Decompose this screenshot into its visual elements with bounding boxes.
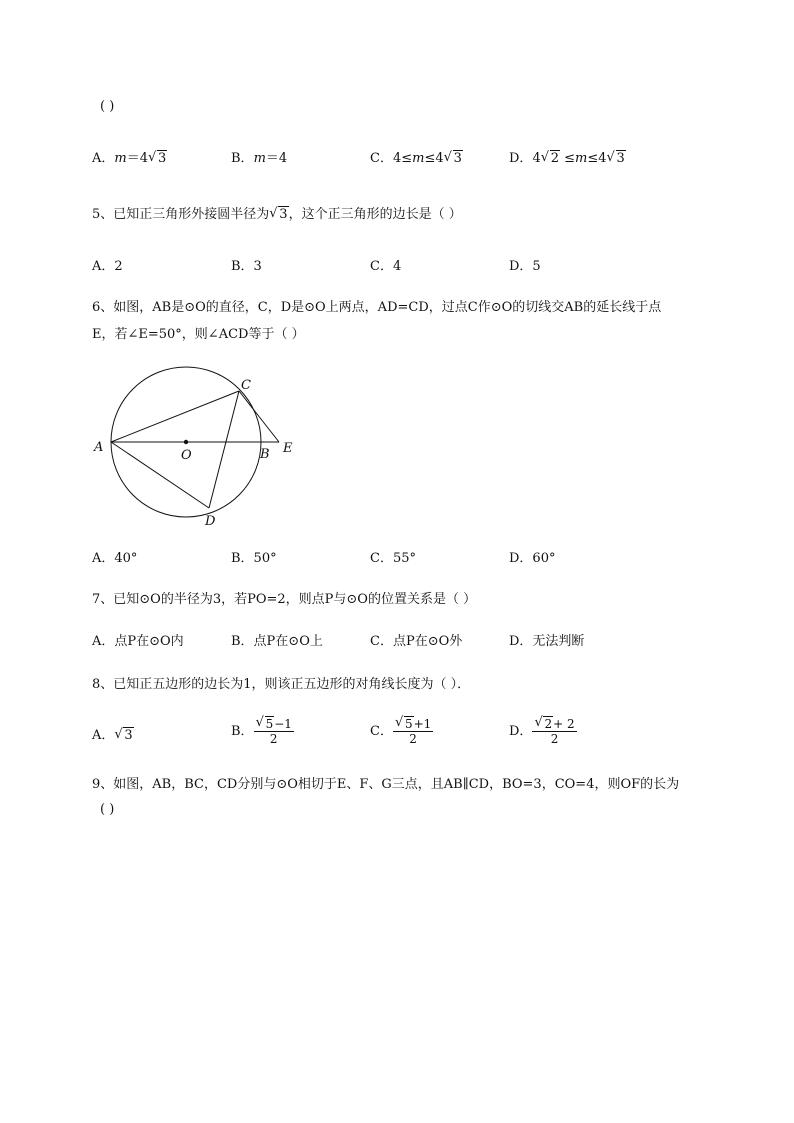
question-6-line-2: E，若∠E=50°，则∠ACD等于（ ） <box>92 327 305 342</box>
question-9-line-1: 9、如图，AB，BC，CD分别与⊙O相切于E、F、G三点，且AB∥CD，BO=3，CO=4，则OF的长为 <box>92 777 680 792</box>
line-cd <box>209 391 239 508</box>
line-ce <box>239 391 279 442</box>
q7-option-b: B．点P在⊙O上 <box>231 634 323 649</box>
q4-option-b: B．m＝4 <box>231 151 288 166</box>
q8-option-b: B． √ $\frac{5-1}{2}$ <box>231 717 294 746</box>
q5-option-b: B．3 <box>231 259 262 274</box>
circle-figure <box>88 362 318 532</box>
q7-option-a: A．点P在⊙O内 <box>92 634 184 649</box>
q8-option-a: A．√ 3 <box>92 727 134 745</box>
q6-option-b: B．50° <box>231 551 277 566</box>
q7-option-c: C．点P在⊙O外 <box>370 634 463 649</box>
question-4-paren: ( ) <box>100 99 115 114</box>
q5-option-a: A．2 <box>92 259 123 274</box>
q6-option-a: A．40° <box>92 551 138 566</box>
q4-option-d: D．4√ 2 ≤m≤4√ 3 <box>509 150 626 168</box>
label-a: A <box>94 440 104 455</box>
q8-option-d: D． √ $\frac{2+ 2}{2}$ <box>509 717 577 746</box>
q5-option-d: D．5 <box>509 259 541 274</box>
line-ac <box>111 391 239 442</box>
label-o: O <box>181 448 192 463</box>
question-7-text: 7、已知⊙O的半径为3，若PO=2，则点P与⊙O的位置关系是（ ） <box>92 592 477 607</box>
q6-option-d: D．60° <box>509 551 556 566</box>
q4-option-a: A．m＝4√ 3 <box>92 150 167 168</box>
question-6-line-1: 6、如图，AB是⊙O的直径，C，D是⊙O上两点，AD=CD，过点C作⊙O的切线交AB的延长线于点 <box>92 300 662 315</box>
label-b: B <box>260 447 270 462</box>
q4-option-c: C．4≤m≤4√ 3 <box>370 150 463 168</box>
question-9-line-2: ( ) <box>100 802 115 817</box>
q8-option-c: C． √ $\frac{5+1}{2}$ <box>370 717 433 746</box>
line-ad <box>111 442 209 508</box>
label-d: D <box>205 514 216 529</box>
q5-option-c: C．4 <box>370 259 402 274</box>
label-e: E <box>283 441 293 456</box>
question-5-text: 5、已知正三角形外接圆半径为√ 3，这个正三角形的边长是（ ） <box>92 206 462 224</box>
q6-option-c: C．55° <box>370 551 416 566</box>
label-c: C <box>241 378 251 393</box>
center-point <box>184 440 188 444</box>
question-8-text: 8、已知正五边形的边长为1，则该正五边形的对角线长度为（ ）． <box>92 677 471 692</box>
q7-option-d: D．无法判断 <box>509 634 585 649</box>
